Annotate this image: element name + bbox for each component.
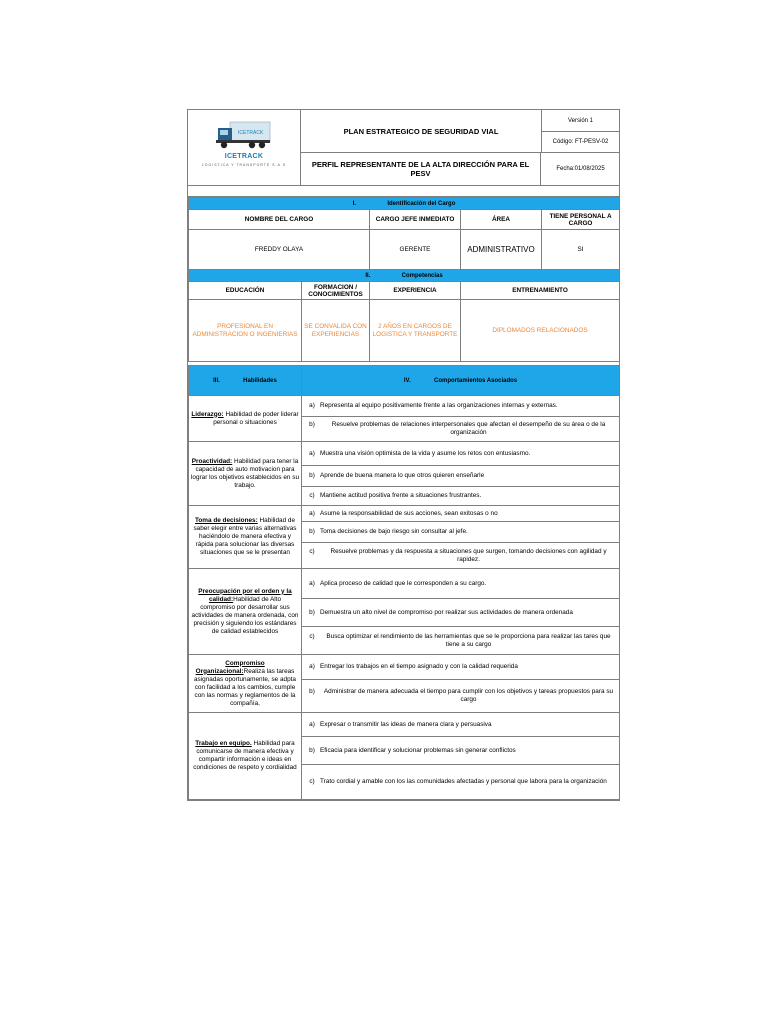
skill-desc: Habilidad para comunicarse de manera efectiva y compartir información e ideas en condiciones de respeto y cordialidad (193, 740, 297, 771)
section-i-band (189, 198, 620, 210)
skill-liderazgo (189, 396, 302, 442)
behavior-letter: c) (309, 778, 315, 785)
behavior-letter: a) (309, 720, 315, 728)
section-competencias (188, 269, 620, 362)
header-experiencia: EXPERIENCIA (370, 282, 461, 300)
behavior-text: Eficacia para identificar y solucionar problemas sin generar conflictos (320, 746, 516, 754)
behavior-item (302, 569, 620, 599)
behavior-text: Demuestra un alto nivel de compromiso por realizar sus actividades de manera ordenada (320, 608, 573, 616)
value-cargo-jefe: GERENTE (370, 230, 461, 270)
behavior-letter: c) (309, 547, 315, 555)
skill-trabajo-equipo (189, 713, 302, 800)
behavior-text: Expresar o transmitir las ideas de manera clara y persuasiva (320, 720, 492, 728)
value-entrenamiento: DIPLOMADOS RELACIONADOS (461, 300, 620, 362)
code-label: Código: FT-PESV-02 (542, 132, 619, 153)
profile-sheet (187, 109, 620, 801)
section-ii-number: II. (365, 272, 371, 279)
behavior-item (302, 599, 620, 627)
behavior-text: Busca optimizar el rendimiento de las herramientas que se le proporciona para realizar las tares que tiene a su cargo (326, 632, 611, 648)
value-experiencia: 2 AÑOS EN CARGOS DE LOGISTICA Y TRANSPORTE (370, 300, 461, 362)
behavior-text: Representa al equipo positivamente frente a las organizaciones internas y externas. (320, 402, 558, 409)
behavior-item (302, 442, 620, 466)
behavior-text: Mantiene actitud positiva frente a situaciones frustrantes. (320, 492, 482, 499)
behavior-item (302, 506, 620, 522)
section-iv-band (302, 366, 620, 396)
behavior-letter: b) (309, 528, 315, 535)
behavior-letter: a) (309, 663, 315, 670)
behavior-item (302, 627, 620, 655)
header-entrenamiento: ENTRENAMIENTO (461, 282, 620, 300)
section-iii-band (189, 366, 302, 396)
behavior-text: Resuelve problemas y da respuesta a situaciones que surgen, tomando decisiones con agilidad y rapidez. (330, 547, 607, 563)
behavior-letter: b) (309, 472, 315, 479)
section-ii-band (189, 270, 620, 282)
behavior-text: Administrar de manera adecuada el tiempo para cumplir con los objetivos y tareas propuestos para su cargo (323, 688, 614, 703)
value-nombre-cargo: FREDDY OLAYA (189, 230, 370, 270)
skill-desc: Habilidad para tener la capacidad de auto motivacion para lograr los objetivos establecidos en su trabajo. (191, 457, 299, 489)
section-iii-number: III. (213, 377, 220, 384)
skill-desc: Habilidad de saber elegir entre varias alternativas haciéndolo de manera efectiva y rápida para solucionar las diversas situaciones que se le presentan (193, 517, 297, 556)
behavior-text: Toma decisiones de bajo riesgo sin consultar al jefe. (320, 528, 468, 535)
behavior-item (302, 737, 620, 765)
behavior-item (302, 680, 620, 713)
version-label: Versión 1 (542, 110, 619, 132)
skill-name: Proactividad: (191, 457, 233, 465)
behavior-item (302, 543, 620, 569)
skill-toma-decisiones (189, 506, 302, 569)
section-i-title: Identificación del Cargo (387, 200, 456, 207)
section-habilidades (188, 365, 620, 800)
behavior-letter: b) (309, 608, 315, 616)
value-formacion: SE CONVALIDA CON EXPERIENCIAS (302, 300, 370, 362)
section-ii-title: Competencias (401, 272, 443, 279)
header-personal-cargo: TIENE PERSONAL A CARGO (542, 210, 620, 230)
behavior-item (302, 396, 620, 417)
section-identification (188, 197, 620, 270)
truck-logo-icon (216, 118, 272, 152)
value-area: ADMINISTRATIVO (461, 230, 542, 270)
header-cargo-jefe: CARGO JEFE INMEDIATO (370, 210, 461, 230)
behavior-text: Aprende de buena manera lo que otros quieren enseñarle (320, 472, 485, 479)
value-personal-cargo: SI (542, 230, 620, 270)
header-formacion: FORMACION / CONOCIMIENTOS (302, 282, 370, 300)
skill-proactividad (189, 442, 302, 506)
skill-desc: Habilidad de poder liderar personal o situaciones (213, 410, 299, 426)
behavior-text: Resuelve problemas de relaciones interpersonales que afectan el desempeño de su área o de la organización (331, 421, 606, 436)
behavior-item (302, 487, 620, 506)
document-header (188, 110, 619, 186)
behavior-text: Asume la responsabilidad de sus acciones, sean exitosas o no (320, 509, 498, 517)
skill-row (189, 396, 620, 417)
behavior-item (302, 655, 620, 680)
logo-cell (188, 110, 301, 185)
skill-name: Preocupación por el orden y la calidad: (198, 587, 292, 603)
skill-compromiso (189, 655, 302, 713)
behavior-letter: b) (309, 688, 315, 695)
svg-text:ICETRACK: ICETRACK (238, 130, 264, 136)
behavior-letter: b) (309, 746, 315, 754)
document-title: PLAN ESTRATEGICO DE SEGURIDAD VIAL (301, 110, 542, 153)
behavior-letter: a) (309, 449, 315, 457)
behavior-item (302, 417, 620, 442)
behavior-item (302, 466, 620, 487)
section-i-number: I. (352, 200, 356, 207)
value-educacion: PROFESIONAL EN ADMINISTRACION O INGENIERIAS (189, 300, 302, 362)
section-iv-number: IV. (403, 377, 411, 384)
section-iii-title: Habilidades (243, 377, 277, 384)
skill-name: Compromiso Organizacional: (195, 659, 265, 675)
behavior-text: Trato cordial y amable con los las comunidades afectadas y personal que labora para la organización (320, 778, 607, 785)
section-iv-title: Comportamientos Asociados (434, 377, 518, 384)
logo-subtitle: LOGISTICA Y TRANSPORTE S.A.S (201, 163, 287, 167)
behavior-letter: a) (309, 509, 315, 517)
behavior-text: Entregar los trabajos en el tiempo asignado y con la calidad requerida (320, 663, 518, 670)
document-subtitle: PERFIL REPRESENTANTE DE LA ALTA DIRECCIÓN PARA EL PESV (301, 153, 541, 185)
behavior-letter: b) (309, 421, 315, 428)
skill-name: Trabajo en equipo. (195, 740, 252, 747)
behavior-text: Aplica proceso de calidad que le corresponden a su cargo. (320, 579, 487, 587)
skill-orden-calidad (189, 569, 302, 655)
behavior-letter: c) (309, 492, 315, 499)
logo-name: ICETRACK (224, 153, 264, 160)
date-label: Fecha:01/08/2025 (556, 166, 605, 172)
behavior-letter: a) (309, 402, 315, 409)
header-spacer (188, 186, 619, 197)
header-nombre-cargo: NOMBRE DEL CARGO (189, 210, 370, 230)
behavior-text: Muestra una visión optimista de la vida y asume los retos con entusiasmo. (320, 449, 531, 457)
skill-desc: Habilidad de Alto compromiso por desarrollar sus actividades de manera ordenada, con precisión y siguiendo los estándares de calidad establecidos (191, 595, 299, 635)
skill-name: Liderazgo: (191, 410, 224, 418)
header-area: ÁREA (461, 210, 542, 230)
skill-name: Toma de decisiones: (194, 517, 258, 524)
behavior-item (302, 713, 620, 737)
behavior-letter: a) (309, 579, 315, 587)
behavior-item (302, 765, 620, 800)
skill-desc: Realiza las tareas asignadas oportunamente, se adpta con facilidad a los cambios, cumple con las normas y reglamentos de la compañía, (194, 667, 296, 707)
behavior-letter: c) (309, 632, 315, 640)
header-educacion: EDUCACIÓN (189, 282, 302, 300)
behavior-item (302, 522, 620, 543)
